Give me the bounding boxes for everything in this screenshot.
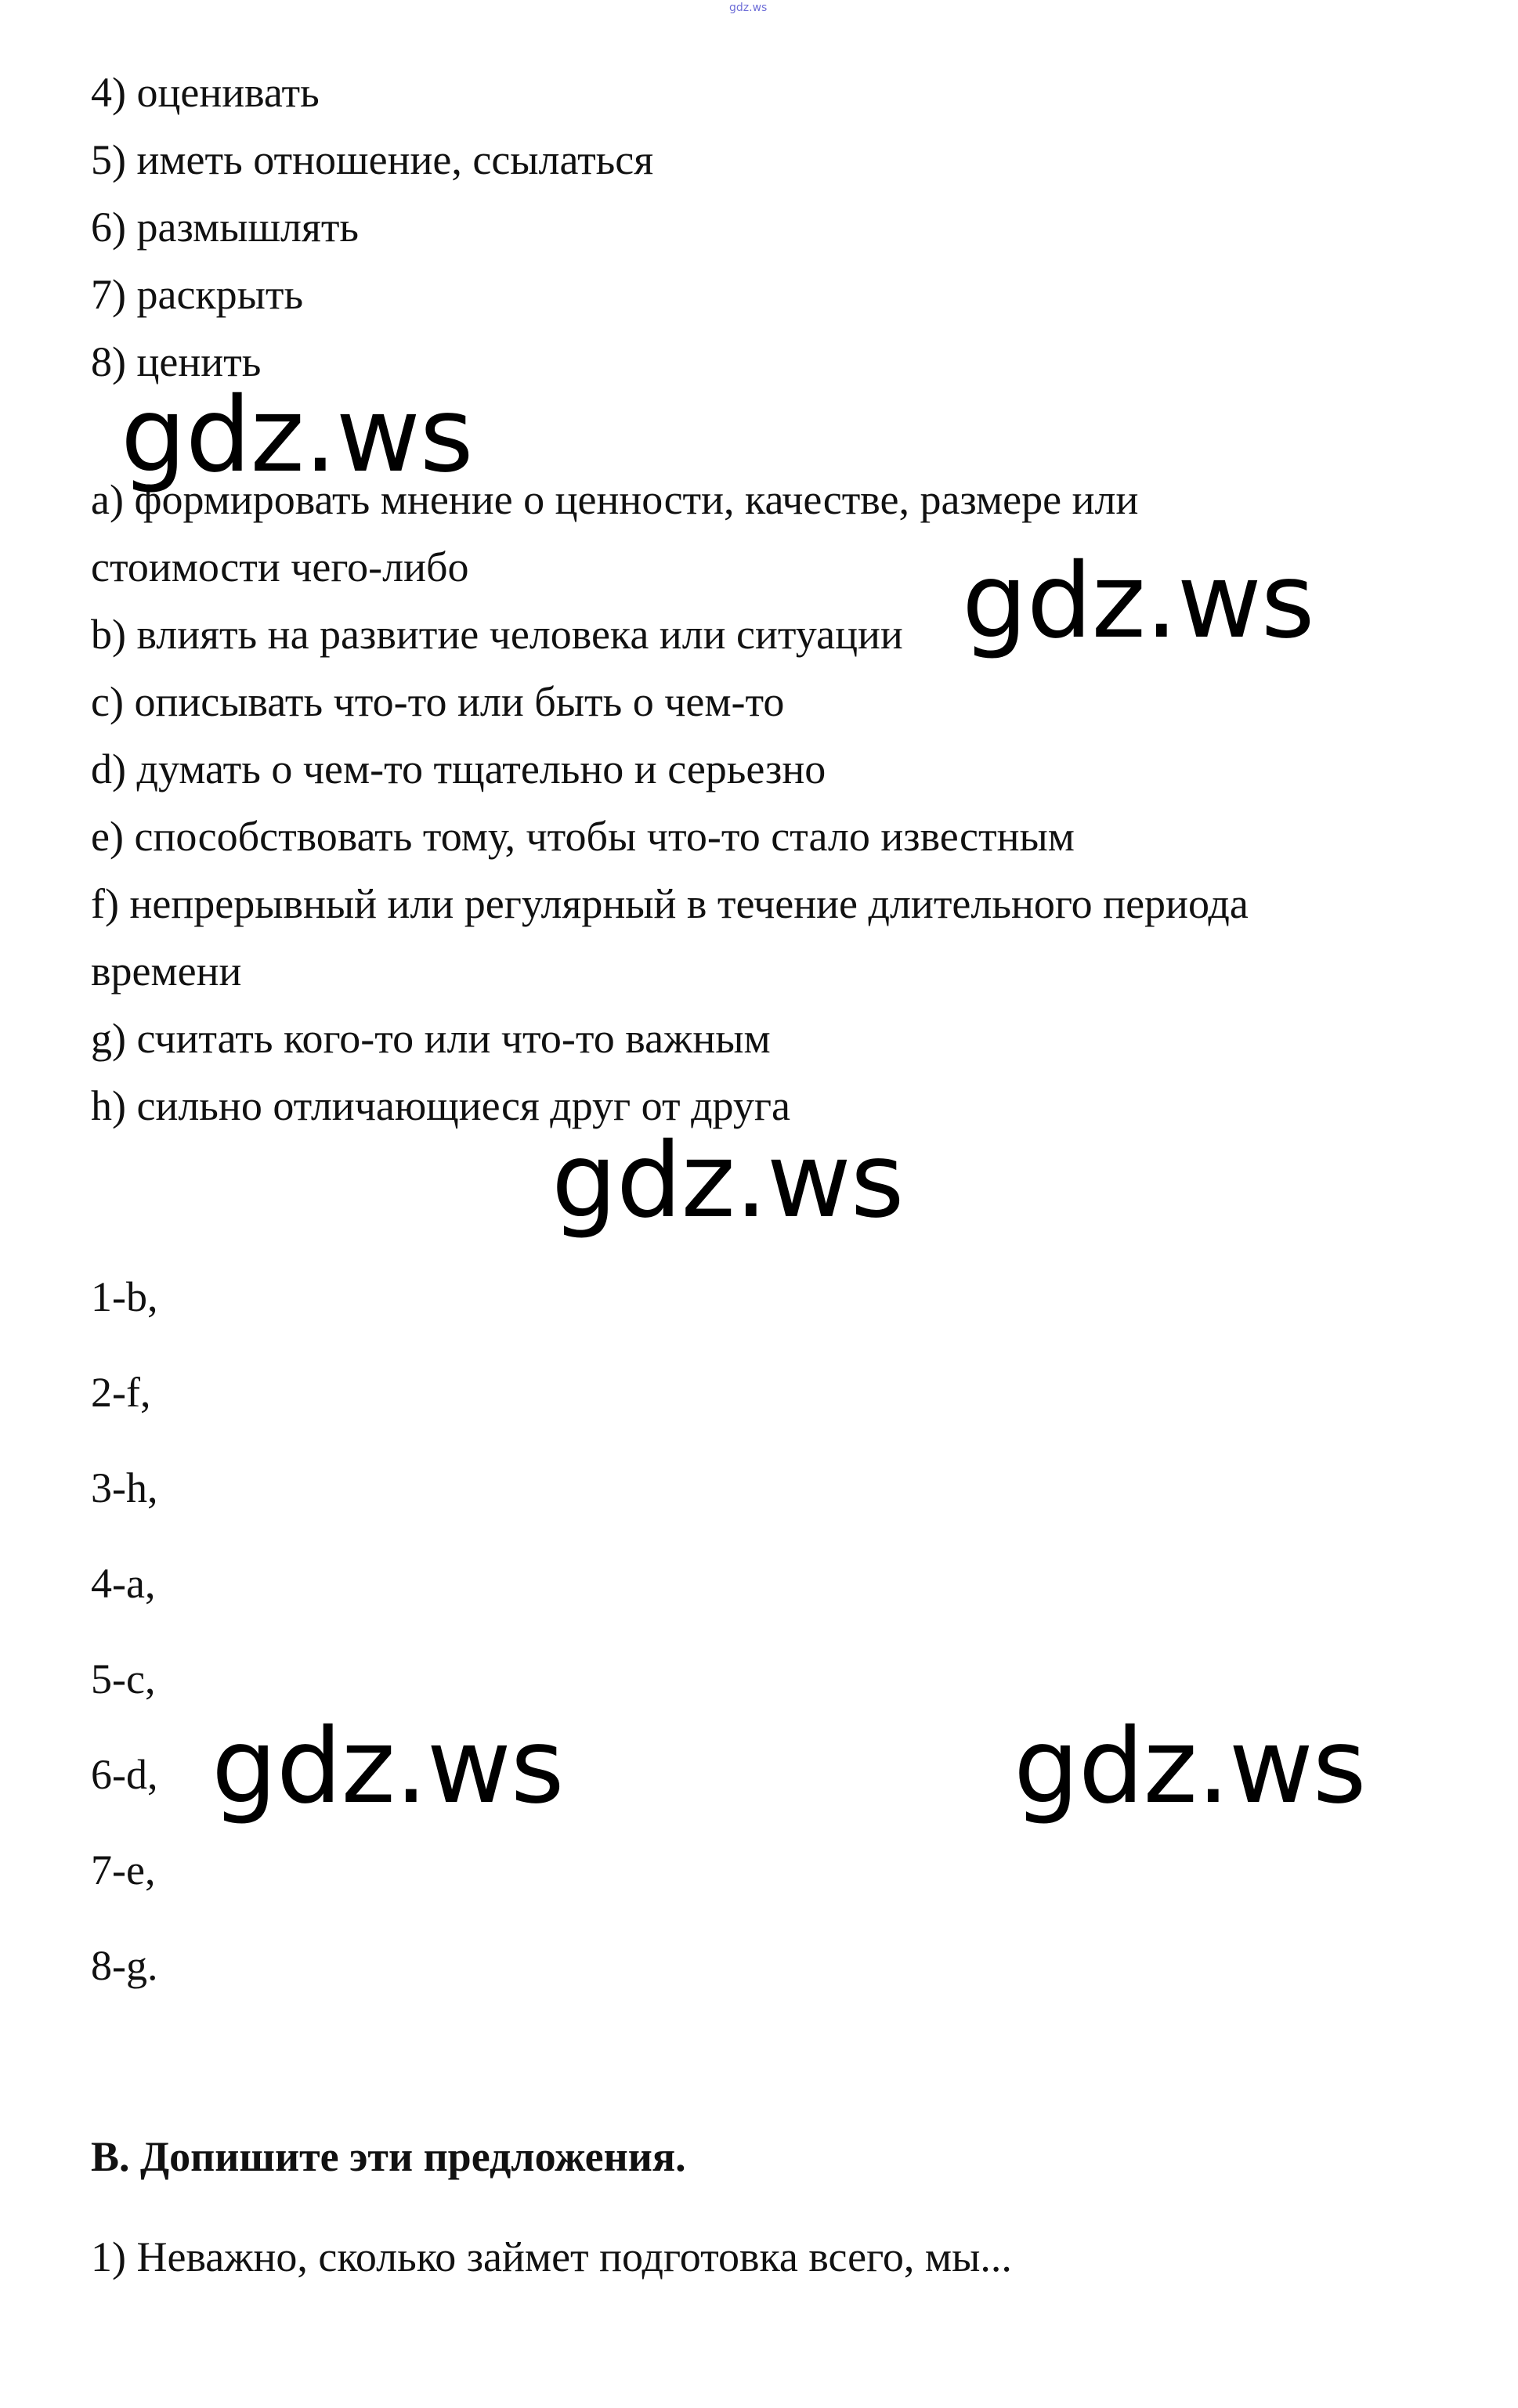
answer-item: 8-g.: [91, 1942, 158, 1989]
definition-item: a) формировать мнение о ценности, качестве, размере или: [91, 476, 1139, 523]
word-item: 5) иметь отношение, ссылаться: [91, 136, 654, 183]
definition-item: h) сильно отличающиеся друг от друга: [91, 1082, 790, 1129]
definition-item: d) думать о чем-то тщательно и серьезно: [91, 746, 826, 792]
watermark-text: gdz.ws: [962, 541, 1314, 662]
answer-item: 6-d,: [91, 1751, 158, 1798]
answer-item: 5-c,: [91, 1655, 156, 1702]
definition-item: c) описывать что-то или быть о чем-то: [91, 678, 785, 725]
sentence-item: 1) Неважно, сколько займет подготовка всего, мы...: [91, 2233, 1012, 2280]
answer-item: 1-b,: [91, 1273, 158, 1320]
watermark-text: gdz.ws: [551, 1121, 904, 1241]
definition-item: стоимости чего-либо: [91, 543, 469, 590]
word-item: 4) оценивать: [91, 69, 320, 116]
definition-item: b) влиять на развитие человека или ситуации: [91, 611, 903, 658]
header-watermark: gdz.ws: [729, 2, 768, 14]
definition-item: f) непрерывный или регулярный в течение длительного периода: [91, 880, 1249, 927]
definition-item: времени: [91, 948, 242, 995]
watermark-text: gdz.ws: [211, 1706, 564, 1827]
definition-item: e) способствовать тому, чтобы что-то стало известным: [91, 813, 1075, 860]
definition-item: g) считать кого-то или что-то важным: [91, 1015, 771, 1062]
watermark-text: gdz.ws: [1014, 1706, 1366, 1827]
answer-item: 7-e,: [91, 1847, 156, 1894]
word-item: 8) ценить: [91, 338, 262, 385]
watermark-text: gdz.ws: [121, 375, 473, 496]
answer-item: 3-h,: [91, 1464, 158, 1511]
answer-item: 2-f,: [91, 1369, 151, 1416]
answer-item: 4-a,: [91, 1560, 156, 1607]
section-heading: B. Допишите эти предложения.: [91, 2133, 686, 2180]
word-item: 7) раскрыть: [91, 271, 304, 318]
word-item: 6) размышлять: [91, 204, 360, 251]
